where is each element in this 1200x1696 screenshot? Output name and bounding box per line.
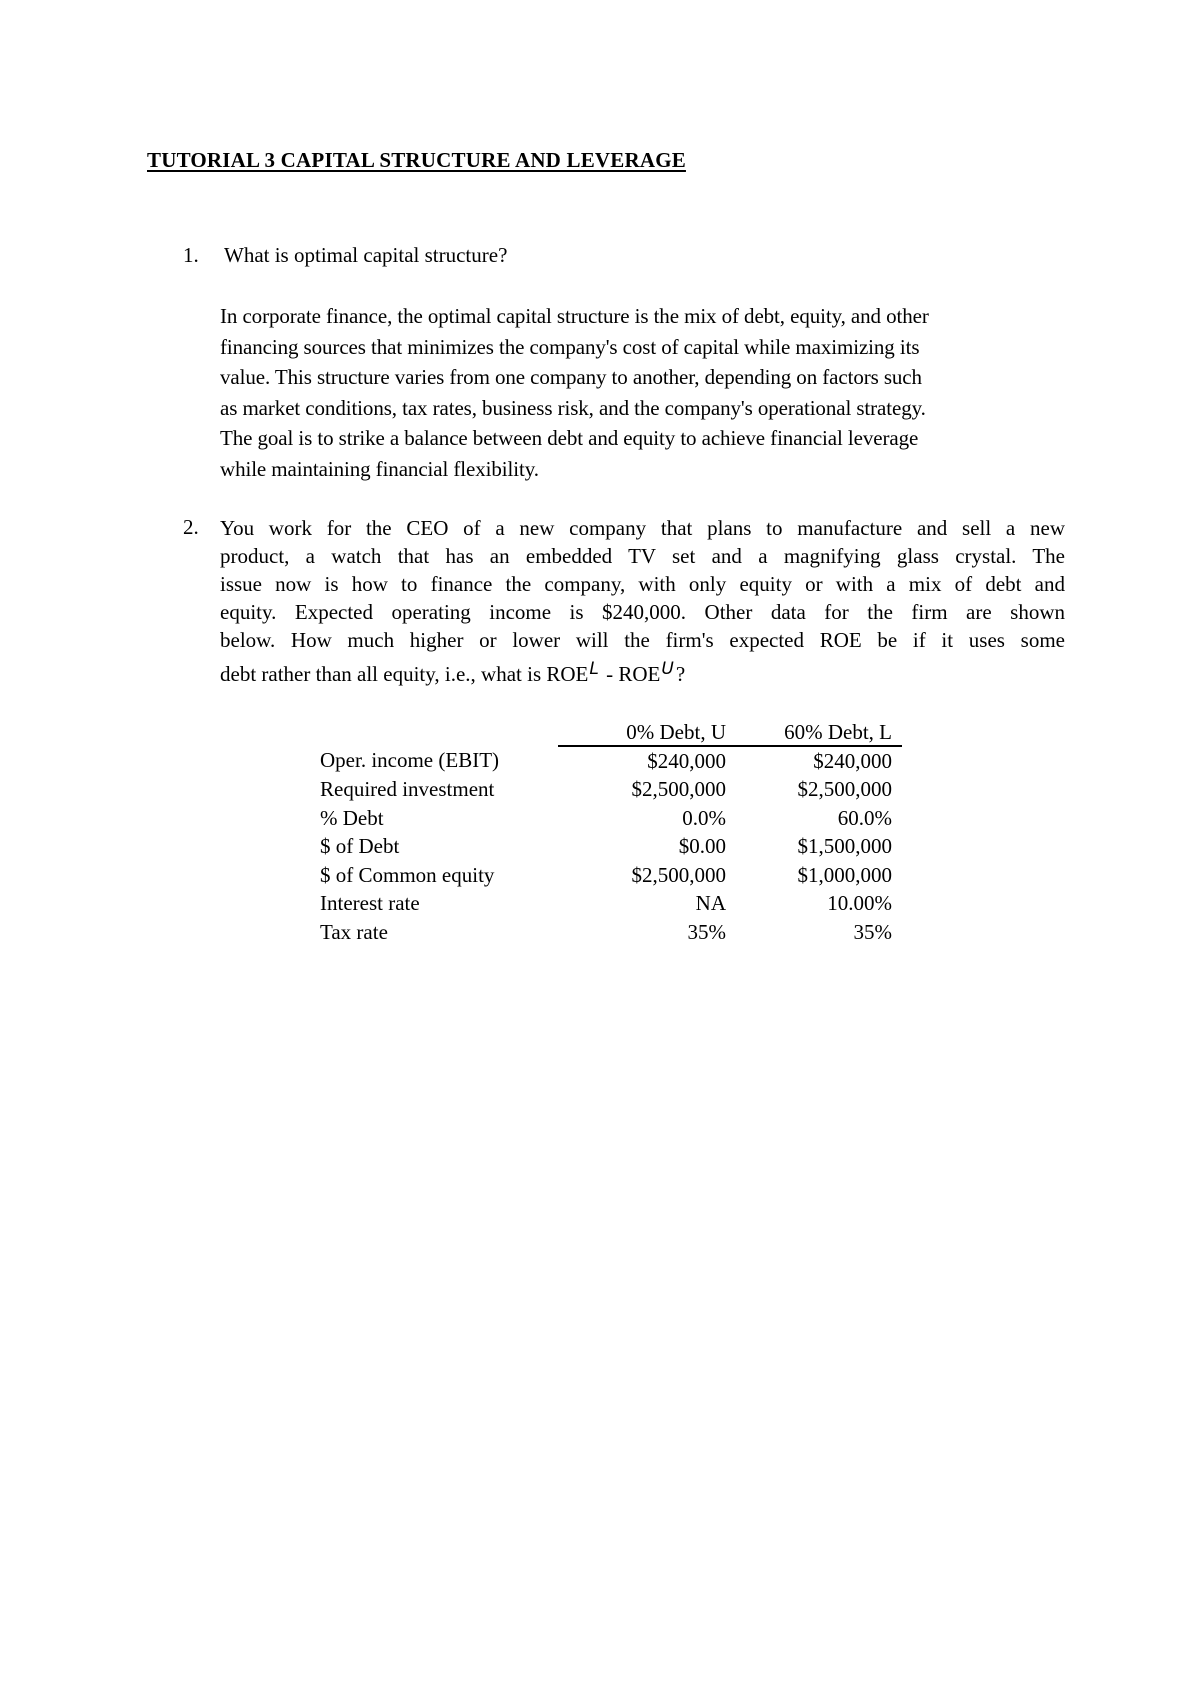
levered-value: 60.0% [837,805,892,830]
answer-line: while maintaining financial flexibility. [220,456,539,481]
table-row [320,746,902,776]
financing-data-table [320,715,902,947]
question-line: product, a watch that has an embedded TV set and a magnifying glass crystal. The [220,544,1065,568]
table-header-label [320,715,558,746]
question-line: issue now is how to finance the company, with only equity or with a mix of debt and [220,572,1065,596]
question-last-line [220,660,1065,690]
row-label: $ of Common equity [320,862,495,887]
unlevered-value: $240,000 [647,748,726,773]
unlevered-value: $2,500,000 [631,777,726,802]
row-label: Oper. income (EBIT) [320,748,500,773]
row-label: % Debt [320,805,384,830]
row-label: Interest rate [320,891,420,916]
levered-value: 35% [853,919,892,944]
table-header-levered: 60% Debt, L [732,715,902,746]
table-row [320,918,902,947]
question-line-suffix: ? [675,662,686,686]
table-header-row [320,715,902,746]
superscript-l: L [589,659,599,679]
answer-line: The goal is to strike a balance between debt and equity to achieve financial leverage [220,426,919,450]
unlevered-value: $2,500,000 [631,862,726,887]
table-row [320,890,902,919]
table-row [320,776,902,805]
levered-value: $1,500,000 [797,834,892,859]
question-1-answer [220,301,1060,484]
row-label: Required investment [320,777,495,802]
answer-line: value. This structure varies from one company to another, depending on factors such [220,365,922,389]
question-line: You work for the CEO of a new company that plans to manufacture and sell a new [220,516,1065,540]
question-2-text [220,514,1065,690]
levered-value: 10.00% [827,891,892,916]
superscript-u: U [661,659,674,679]
question-line: equity. Expected operating income is $240,000. Other data for the firm are shown [220,600,1065,624]
question-line-middle: - ROE [600,662,661,686]
table-row [320,833,902,862]
unlevered-value: 0.0% [682,805,726,830]
page-title: TUTORIAL 3 CAPITAL STRUCTURE AND LEVERAGE [147,148,686,172]
question-line-prefix: debt rather than all equity, i.e., what is ROE [220,662,589,686]
levered-value: $240,000 [813,748,892,773]
row-label: $ of Debt [320,834,400,859]
levered-value: $2,500,000 [797,777,892,802]
table-header-unlevered: 0% Debt, U [558,715,732,746]
row-label: Tax rate [320,919,388,944]
table-row [320,804,902,833]
unlevered-value: 35% [687,919,726,944]
unlevered-value: $0.00 [678,834,726,859]
question-1-text: What is optimal capital structure? [224,243,508,267]
question-1-number: 1. [183,243,199,267]
question-2-number: 2. [183,515,199,539]
unlevered-value: NA [695,891,726,916]
table-row [320,861,902,890]
answer-line: financing sources that minimizes the company's cost of capital while maximizing its [220,334,920,359]
question-line: below. How much higher or lower will the firm's expected ROE be if it uses some [220,628,1065,652]
answer-line: as market conditions, tax rates, business risk, and the company's operational strategy. [220,395,926,420]
answer-line: In corporate finance, the optimal capital structure is the mix of debt, equity, and other [220,304,929,328]
levered-value: $1,000,000 [797,862,892,887]
